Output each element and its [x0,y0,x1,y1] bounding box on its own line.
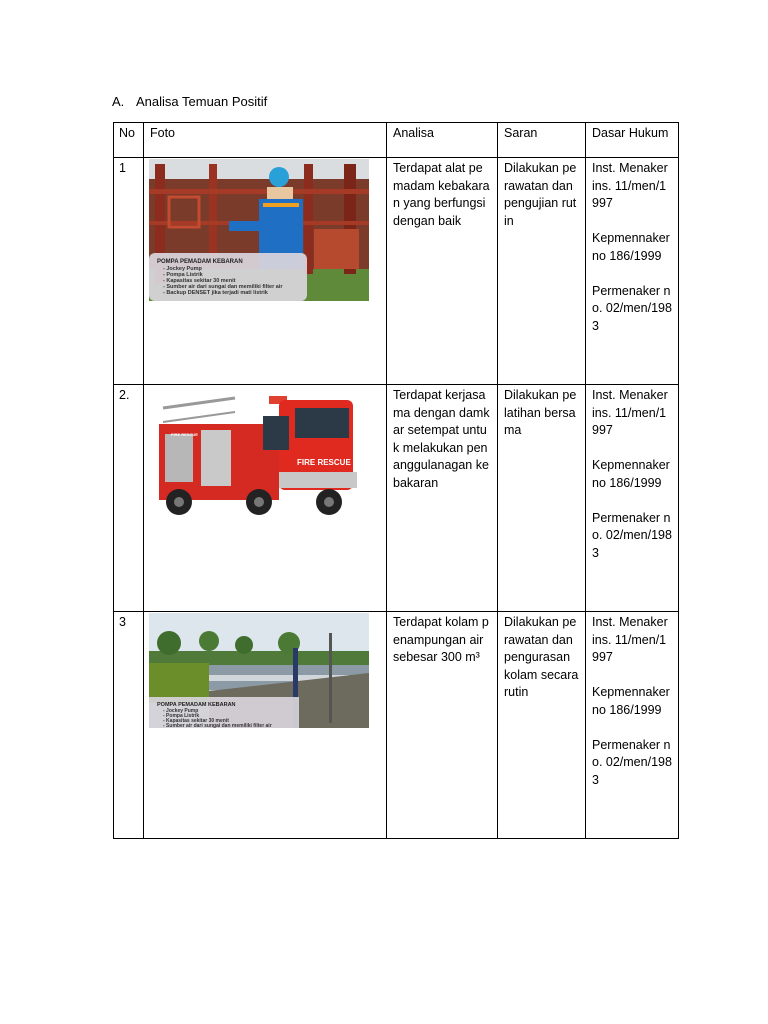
cell-no: 3 [114,612,144,839]
legal-basis-item: Inst. Menaker ins. 11/men/1997 [592,161,668,210]
section-heading [112,94,267,109]
header-foto: Foto [144,123,387,158]
legal-basis-item: Permenaker no. 02/men/1983 [592,510,672,560]
caption-line: - Pompa Listrik [163,713,200,719]
caption-line: - Jockey Pump [163,708,199,714]
caption-line: - Kapasitas sekitar 30 menit [163,718,229,724]
table-header-row [114,123,679,158]
caption-line: - Kapasitas sekitar 30 menit [163,278,236,284]
photo-pump-station [149,159,369,301]
truck-label: FIRE RESCUE [297,458,351,467]
cell-saran: Dilakukan perawatan dan pengurasan kolam secara rutin [498,612,586,839]
photo-fire-truck [149,386,369,516]
cell-photo [144,158,387,385]
legal-basis-item: Kepmennaker no 186/1999 [592,685,670,717]
legal-basis-item: Inst. Menaker ins. 11/men/1997 [592,615,668,664]
cell-dasar-hukum [586,385,679,612]
table-row [114,158,679,385]
caption-title: POMPA PEMADAM KEBARAN [157,259,243,265]
caption-line: - Backup DENSET jika terjadi mati listrik [163,290,268,296]
cell-analisa: Terdapat alat pemadam kebakaran yang berfungsi dengan baik [387,158,498,385]
header-analisa: Analisa [387,123,498,158]
findings-table [113,122,679,839]
legal-basis-item: Permenaker no. 02/men/1983 [592,283,672,333]
cell-analisa: Terdapat kolam penampungan air sebesar 300 m³ [387,612,498,839]
cell-no: 2. [114,385,144,612]
header-dasar-hukum: Dasar Hukum [586,123,679,158]
cell-analisa: Terdapat kerjasama dengan damkar setempat untuk melakukan penanggulanagan kebakaran [387,385,498,612]
cell-photo [144,612,387,839]
header-saran: Saran [498,123,586,158]
legal-basis-item: Inst. Menaker ins. 11/men/1997 [592,388,668,437]
legal-basis-item: Kepmennaker no 186/1999 [592,231,670,263]
cell-saran: Dilakukan perawatan dan pengujian rutin [498,158,586,385]
section-number: A. [112,94,125,109]
cell-no: 1 [114,158,144,385]
cell-saran: Dilakukan pelatihan bersama [498,385,586,612]
caption-line: - Sumber air dari sungai dan memiliki filter air [163,284,283,290]
caption-title: POMPA PEMADAM KEBARAN [157,702,236,708]
legal-basis-item: Permenaker no. 02/men/1983 [592,737,672,787]
photo-water-pond [149,613,369,728]
header-no: No [114,123,144,158]
cell-dasar-hukum [586,158,679,385]
legal-basis-item: Kepmennaker no 186/1999 [592,458,670,490]
table-row [114,385,679,612]
cell-photo [144,385,387,612]
caption-line: - Jockey Pump [163,266,202,272]
section-title: Analisa Temuan Positif [136,94,268,109]
caption-line: - Pompa Listrik [163,272,203,278]
table-row [114,612,679,839]
cell-dasar-hukum [586,612,679,839]
caption-line: - Sumber air dari sungai dan memiliki filter air [163,723,272,728]
door-label: FIRE RESCUE [171,432,198,437]
